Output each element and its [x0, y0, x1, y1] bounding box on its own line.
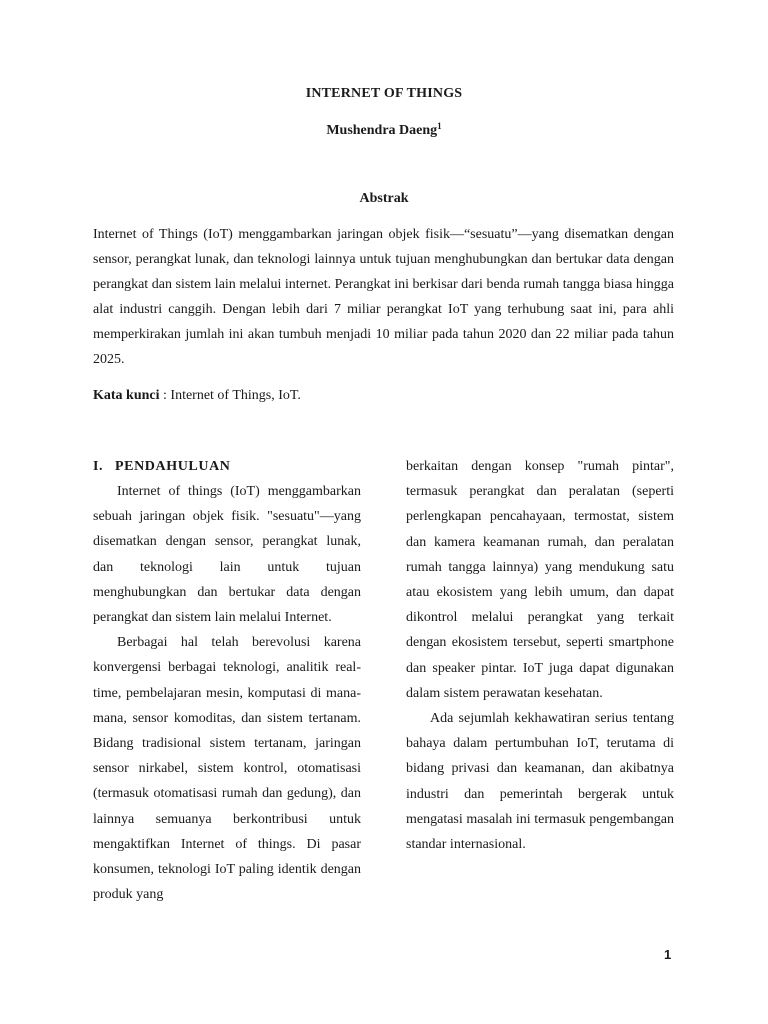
- keywords-text: : Internet of Things, IoT.: [159, 388, 301, 403]
- right-column: [406, 454, 674, 857]
- intro-paragraph-3: Ada sejumlah kekhawatiran serius tentang bahaya dalam pertumbuhan IoT, terutama di bidang privasi dan keamanan, dan akibatnya industri dan pemerintah bergerak untuk mengatasi masalah ini termasuk pengembangan standar internasional.: [406, 711, 674, 853]
- author-name: [0, 121, 768, 139]
- left-column: [93, 454, 361, 907]
- abstract-text: Internet of Things (IoT) menggambarkan jaringan objek fisik—“sesuatu”—yang disematkan dengan sensor, perangkat lunak, dan teknologi lainnya untuk tujuan menghubungkan dan bertukar data dengan perangkat dan sistem lain melalui internet. Perangkat ini berkisar dari benda rumah tangga biasa hingga alat industri canggih. Dengan lebih dari 7 miliar perangkat IoT yang terhubung saat ini, para ahli memperkirakan jumlah ini akan tumbuh menjadi 10 miliar pada tahun 2020 dan 22 miliar pada tahun 2025.: [93, 227, 674, 367]
- intro-paragraph-2: Berbagai hal telah berevolusi karena konvergensi berbagai teknologi, analitik real-time, pembelajaran mesin, komputasi di mana-mana, sensor komoditas, dan sistem tertanam. Bidang tradisional sistem tertanam, jaringan sensor nirkabel, sistem kontrol, otomatisasi (termasuk otomatisasi rumah dan gedung), dan lainnya semuanya berkontribusi untuk mengaktifkan Internet of things. Di pasar konsumen, teknologi IoT paling identik dengan produk yang: [93, 635, 361, 903]
- paper-title: INTERNET OF THINGS: [305, 86, 463, 101]
- section-title: PENDAHULUAN: [115, 459, 231, 474]
- section-heading: [93, 454, 361, 479]
- keywords-label: Kata kunci: [93, 388, 160, 403]
- author-name-text: Mushendra Daeng: [326, 123, 438, 138]
- page-number: 1: [664, 947, 672, 962]
- author-affiliation-marker: 1: [437, 121, 442, 131]
- intro-paragraph-1: Internet of things (IoT) menggambarkan sebuah jaringan objek fisik. "sesuatu"—yang disematkan dengan sensor, perangkat lunak, dan teknologi lain untuk tujuan menghubungkan dan bertukar data dengan perangkat dan sistem lain melalui Internet.: [93, 484, 361, 626]
- intro-paragraph-2-continued: berkaitan dengan konsep "rumah pintar", termasuk perangkat dan peralatan (seperti perlengkapan pencahayaan, termostat, sistem dan kamera keamanan rumah, dan peralatan rumah tangga lainnya) yang mendukung satu atau ekosistem yang lebih umum, dan dapat dikontrol melalui perangkat yang terkait dengan ekosistem tersebut, seperti smartphone dan speaker pintar. IoT juga dapat digunakan dalam sistem perawatan kesehatan.: [406, 459, 674, 701]
- abstract-heading: Abstrak: [359, 191, 409, 206]
- keywords: [93, 385, 674, 407]
- section-number: I.: [93, 459, 104, 474]
